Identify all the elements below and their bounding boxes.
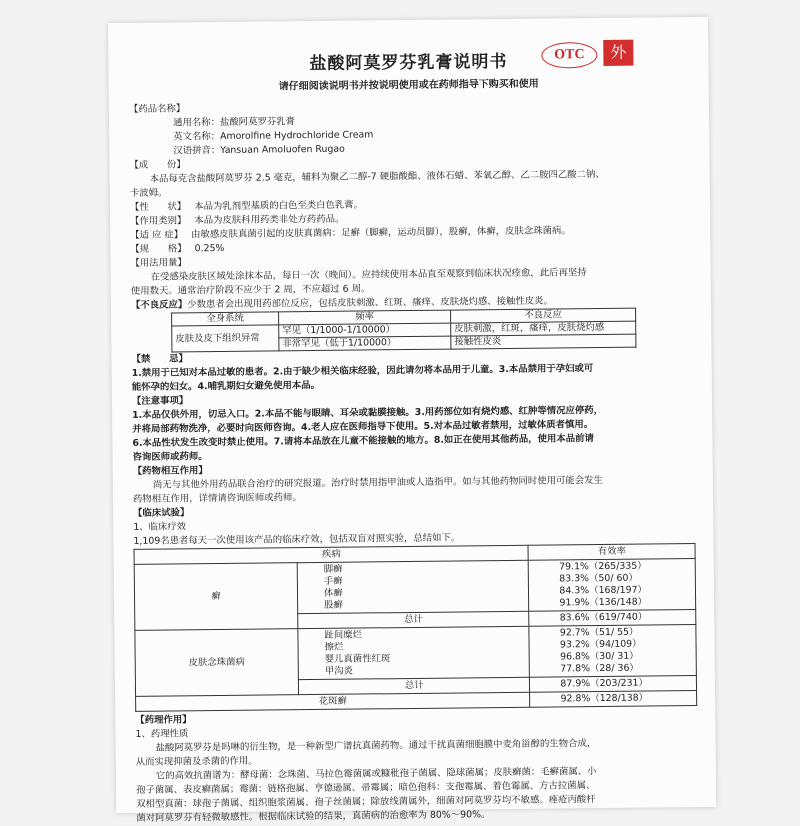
precautions-line-1: 1.本品仅供外用，切忌入口。2.本品不能与眼睛、耳朵或黏膜接触。3.用药部位如有烧灼感、红肿等情况应停药， <box>132 404 604 421</box>
system-cell: 皮肤及皮下组织异常 <box>172 325 279 352</box>
interactions-line-2: 药物相互作用，详情请咨询医师或药师。 <box>132 492 302 505</box>
frequency-cell: 非常罕见（低于1/10000） <box>279 336 451 351</box>
total-rate: 87.9%（203/231） <box>530 676 697 693</box>
efficacy-rate: 77.8%（28/ 36） <box>560 662 639 675</box>
total-label: 总计 <box>298 677 530 694</box>
clinical-subheading: 1、临床疗效 <box>133 521 187 533</box>
pinyin-name: 汉语拼音：Yansuan Amoluofen Rugao <box>173 143 345 157</box>
col-disease-header: 疾病 <box>134 545 529 564</box>
english-name: 英文名称：Amorolfine Hydrochloride Cream <box>173 129 374 143</box>
pharmacology-heading: 【药理作用】 <box>135 714 192 726</box>
usage-line-2: 使用数天。通常治疗阶段不应少于 2 周，不应超过 6 周。 <box>130 283 371 297</box>
category-heading: 【作用类别】 <box>130 215 187 227</box>
group-name: 癣 <box>134 563 298 631</box>
composition-heading: 【成 份】 <box>129 159 186 171</box>
condition-name: 擦烂 <box>324 641 344 653</box>
leaflet-content <box>129 97 699 826</box>
precautions-line-2: 并将局部药物洗净，必要时向医师咨询。4.老人应在医师指导下使用。5.对本品过敏者禁用，过敏体质者慎用。 <box>132 419 594 435</box>
otc-badge: OTC <box>541 42 597 69</box>
specification-heading: 【规 格】 <box>130 243 187 255</box>
col-system-header: 全身系统 <box>172 312 279 326</box>
clinical-efficacy-table <box>134 543 698 712</box>
interactions-line-1: 尚无与其他外用药品联合治疗的研究报道。治疗时禁用指甲油或人造指甲。如与其他药物同时使用可能会发生 <box>152 474 603 491</box>
pharmacology-line-1: 盐酸阿莫罗芬是吗啉的衍生物，是一种新型广谱抗真菌药物。通过干扰真菌细胞膜中麦角甾醇的生物合成， <box>155 738 597 754</box>
extra-condition-name: 花斑癣 <box>136 692 531 711</box>
col-frequency-header: 频率 <box>279 310 451 325</box>
composition-line-2: 卡波姆。 <box>129 187 168 199</box>
pharmacology-line-6: 菌对阿莫罗芬有轻微敏感性。根据临床试验的结果，真菌病的治愈率为 80%～90%。 <box>136 809 491 824</box>
drug-name-heading: 【药品名称】 <box>128 103 186 115</box>
precautions-heading: 【注意事项】 <box>131 395 189 407</box>
efficacy-rate: 96.8%（30/ 31） <box>560 650 639 663</box>
adverse-heading: 【不良反应】 <box>130 299 188 311</box>
efficacy-rate: 79.1%（265/335） <box>559 560 647 573</box>
document-subtitle: 请仔细阅读说明书并按说明使用或在药师指导下购买和使用 <box>278 78 539 93</box>
specification-text: 0.25% <box>194 242 225 255</box>
external-use-badge: 外 <box>603 40 633 66</box>
properties-text: 本品为乳剂型基质的白色至类白色乳膏。 <box>194 199 364 213</box>
col-efficacy-header: 有效率 <box>528 544 695 561</box>
contraindications-line-1: 1.禁用于已知对本品过敏的患者。2.由于缺少相关临床经验，因此请勿将本品用于儿童。3.本品禁用于孕妇或可 <box>131 363 594 379</box>
total-rate: 83.6%（619/740） <box>529 610 696 627</box>
efficacy-rate: 83.3%（50/ 60） <box>559 572 638 585</box>
contraindications-heading: 【禁 忌】 <box>131 353 188 365</box>
indications-text: 由敏感皮肤真菌引起的皮肤真菌病：足癣（脚癣，运动员脚），股癣，体癣，皮肤念珠菌病。 <box>191 225 571 241</box>
interactions-heading: 【药物相互作用】 <box>132 465 208 477</box>
group-name: 皮肤念珠菌病 <box>135 629 299 697</box>
efficacy-rate: 93.2%（94/109） <box>559 638 642 651</box>
pharmacology-subheading: 1、药理性质 <box>135 728 189 740</box>
precautions-line-4: 咨询医师或药师。 <box>132 451 208 463</box>
efficacy-rate: 92.7%（51/ 55） <box>559 626 639 639</box>
adverse-intro: 少数患者会出现用药部位反应，包括皮肤刺激、红斑、瘙痒、皮肤烧灼感、接触性皮炎。 <box>187 295 553 311</box>
category-text: 本品为皮肤科用药类非处方药药品。 <box>194 213 345 227</box>
usage-heading: 【用法用量】 <box>130 257 187 269</box>
frequency-cell: 罕见（1/1000-1/10000） <box>279 323 451 338</box>
indications-heading: 【适 应 症】 <box>130 229 184 241</box>
leaflet-sheet <box>108 17 716 824</box>
clinical-heading: 【临床试验】 <box>133 507 190 519</box>
pharmacology-line-4: 孢子菌属、表皮癣菌属；霉菌：链格孢属、亨德逊属、帚霉属；暗色孢科：支孢霉属、着色霉属、方古拉菌属、 <box>135 780 596 796</box>
composition-line-1: 本品每克含盐酸阿莫罗芬 2.5 毫克，辅料为聚乙二醇-7 硬脂酸酯、液体石蜡、苯氧乙醇、乙二胺四乙酸二钠、 <box>149 168 605 185</box>
clinical-intro: 1,109名患者每天一次使用该产品的临床疗效，包括双盲对照实验，总结如下。 <box>133 532 461 547</box>
generic-name: 通用名称：盐酸阿莫罗芬乳膏 <box>173 116 296 129</box>
properties-heading: 【性 状】 <box>129 201 187 213</box>
efficacy-rate: 84.3%（168/197） <box>559 584 647 597</box>
col-reaction-header: 不良反应 <box>451 308 636 323</box>
pharmacology-line-3: 它的高效抗菌谱为：酵母菌：念珠菌、马拉色霉菌属或糠秕孢子菌属、隐球菌属；皮肤癣菌：毛癣菌属、小 <box>155 766 597 782</box>
condition-name: 体癣 <box>323 587 343 599</box>
condition-name: 股癣 <box>324 599 343 611</box>
contraindications-line-2: 能怀孕的妇女。4.哺乳期妇女避免使用本品。 <box>131 379 321 393</box>
condition-name: 手癣 <box>323 575 343 587</box>
reaction-cell: 接触性皮炎 <box>451 334 636 349</box>
condition-name: 趾间糜烂 <box>324 629 363 641</box>
condition-name: 脚癣 <box>323 563 343 575</box>
usage-line-1: 在受感染皮肤区域处涂抹本品，每日一次（晚间）。应持续使用本品直至观察到临床状况痊愈，此后再坚持 <box>150 267 587 283</box>
condition-name: 婴儿真菌性红斑 <box>324 653 391 665</box>
pharmacology-line-5: 双相型真菌：球孢子菌属、组织胞浆菌属、孢子丝菌属；除放线菌属外，细菌对阿莫罗芬均不敏感。痤疮丙酸杆 <box>136 794 596 810</box>
condition-name: 甲沟炎 <box>324 665 354 677</box>
adverse-reaction-table <box>171 308 636 353</box>
efficacy-rate: 91.9%（136/148） <box>559 596 648 609</box>
total-label: 总计 <box>298 611 530 628</box>
reaction-cell: 皮肤刺激，红斑，瘙痒，皮肤烧灼感 <box>451 321 636 336</box>
extra-efficacy-rate: 92.8%（128/138） <box>530 691 697 708</box>
precautions-line-3: 6.本品性状发生改变时禁止使用。7.请将本品放在儿童不能接触的地方。8.如正在使用其他药品，使用本品前请 <box>132 433 594 449</box>
pharmacology-line-2: 从而实现抑菌及杀菌的作用。 <box>135 755 258 768</box>
document-title: 盐酸阿莫罗芬乳膏说明书 <box>309 51 508 75</box>
